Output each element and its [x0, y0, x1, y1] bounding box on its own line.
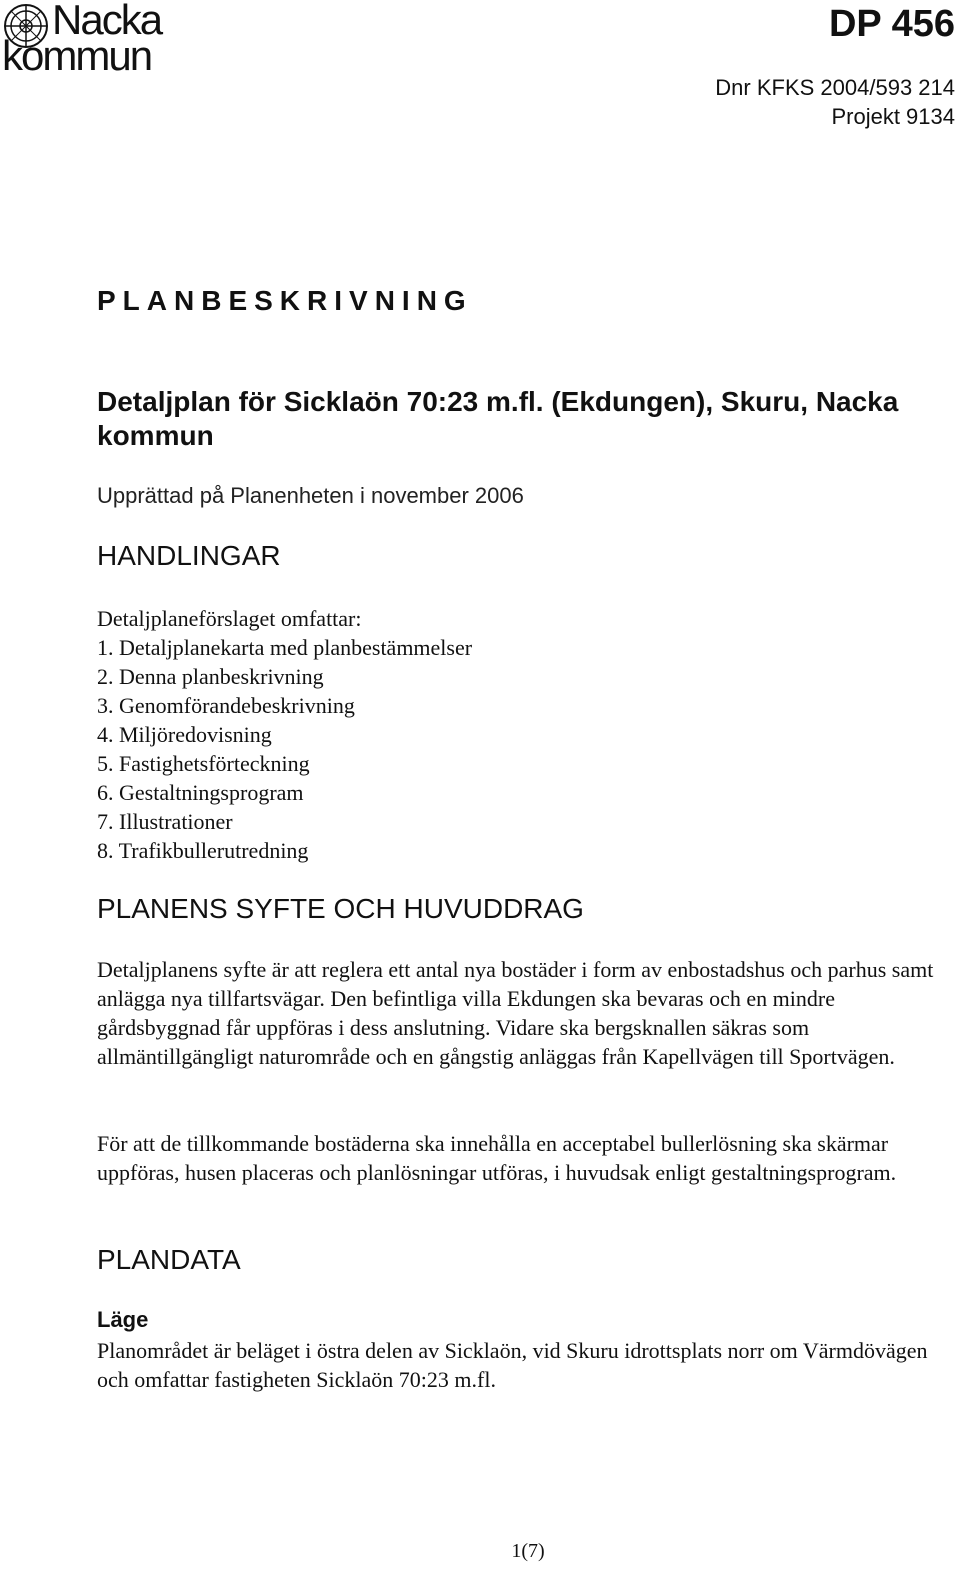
document-subtitle: Detaljplan för Sicklaön 70:23 m.fl. (Ekdungen), Skuru, Nacka kommun — [97, 386, 899, 451]
section-heading-handlingar: HANDLINGAR — [97, 540, 281, 571]
section-heading-plandata: PLANDATA — [97, 1244, 241, 1275]
diary-number: Dnr KFKS 2004/593 214 — [715, 75, 955, 100]
syfte-paragraph-2: För att de tillkommande bostäderna ska innehålla en acceptabel bullerlösning ska skärmar uppföras, husen placeras och planlösningar utföras, i huvudsak enligt gestaltningsprogram. — [97, 1131, 897, 1185]
syfte-paragraph-1: Detaljplanens syfte är att reglera ett antal nya bostäder i form av enbostadshus och parhus samt anlägga nya tillfartsvägar. Den befintliga villa Ekdungen ska bevaras och en mindre gårdsbyggnad får uppföras i dess anslutning. Vidare ska bergsknallen säkras som allmäntillgängligt naturområde och en gångstig anläggas från Kapellvägen till Sportvägen. — [97, 957, 934, 1069]
document-number: DP 456 — [828, 3, 955, 45]
list-item: 4. Miljöredovisning — [97, 722, 272, 747]
list-item: 2. Denna planbeskrivning — [97, 664, 324, 689]
list-item: 8. Trafikbullerutredning — [97, 838, 309, 863]
list-item: 5. Fastighetsförteckning — [97, 751, 310, 776]
list-item: 6. Gestaltningsprogram — [97, 780, 304, 805]
document-list-intro: Detaljplaneförslaget omfattar: — [97, 606, 362, 631]
list-item: 1. Detaljplanekarta med planbestämmelser — [97, 635, 473, 660]
list-item: 7. Illustrationer — [97, 809, 233, 834]
project-number: Projekt 9134 — [831, 104, 955, 129]
page-number: 1(7) — [511, 1540, 545, 1562]
prepared-note: Upprättad på Planenheten i november 2006 — [97, 483, 524, 508]
nacka-kommun-logo — [2, 0, 172, 78]
logo-text-kommun: kommun — [2, 32, 152, 79]
lage-paragraph: Planområdet är beläget i östra delen av Sicklaön, vid Skuru idrottsplats norr om Värmdövägen och omfattar fastigheten Sicklaön 70:23 m.fl. — [97, 1338, 928, 1392]
document-title: PLANBESKRIVNING — [97, 285, 473, 316]
list-item: 3. Genomförandebeskrivning — [97, 693, 355, 718]
document-list — [97, 633, 472, 865]
subheading-lage: Läge — [97, 1307, 149, 1332]
section-heading-syfte: PLANENS SYFTE OCH HUVUDDRAG — [97, 893, 584, 924]
logo-text-nacka: Nacka — [52, 0, 162, 43]
